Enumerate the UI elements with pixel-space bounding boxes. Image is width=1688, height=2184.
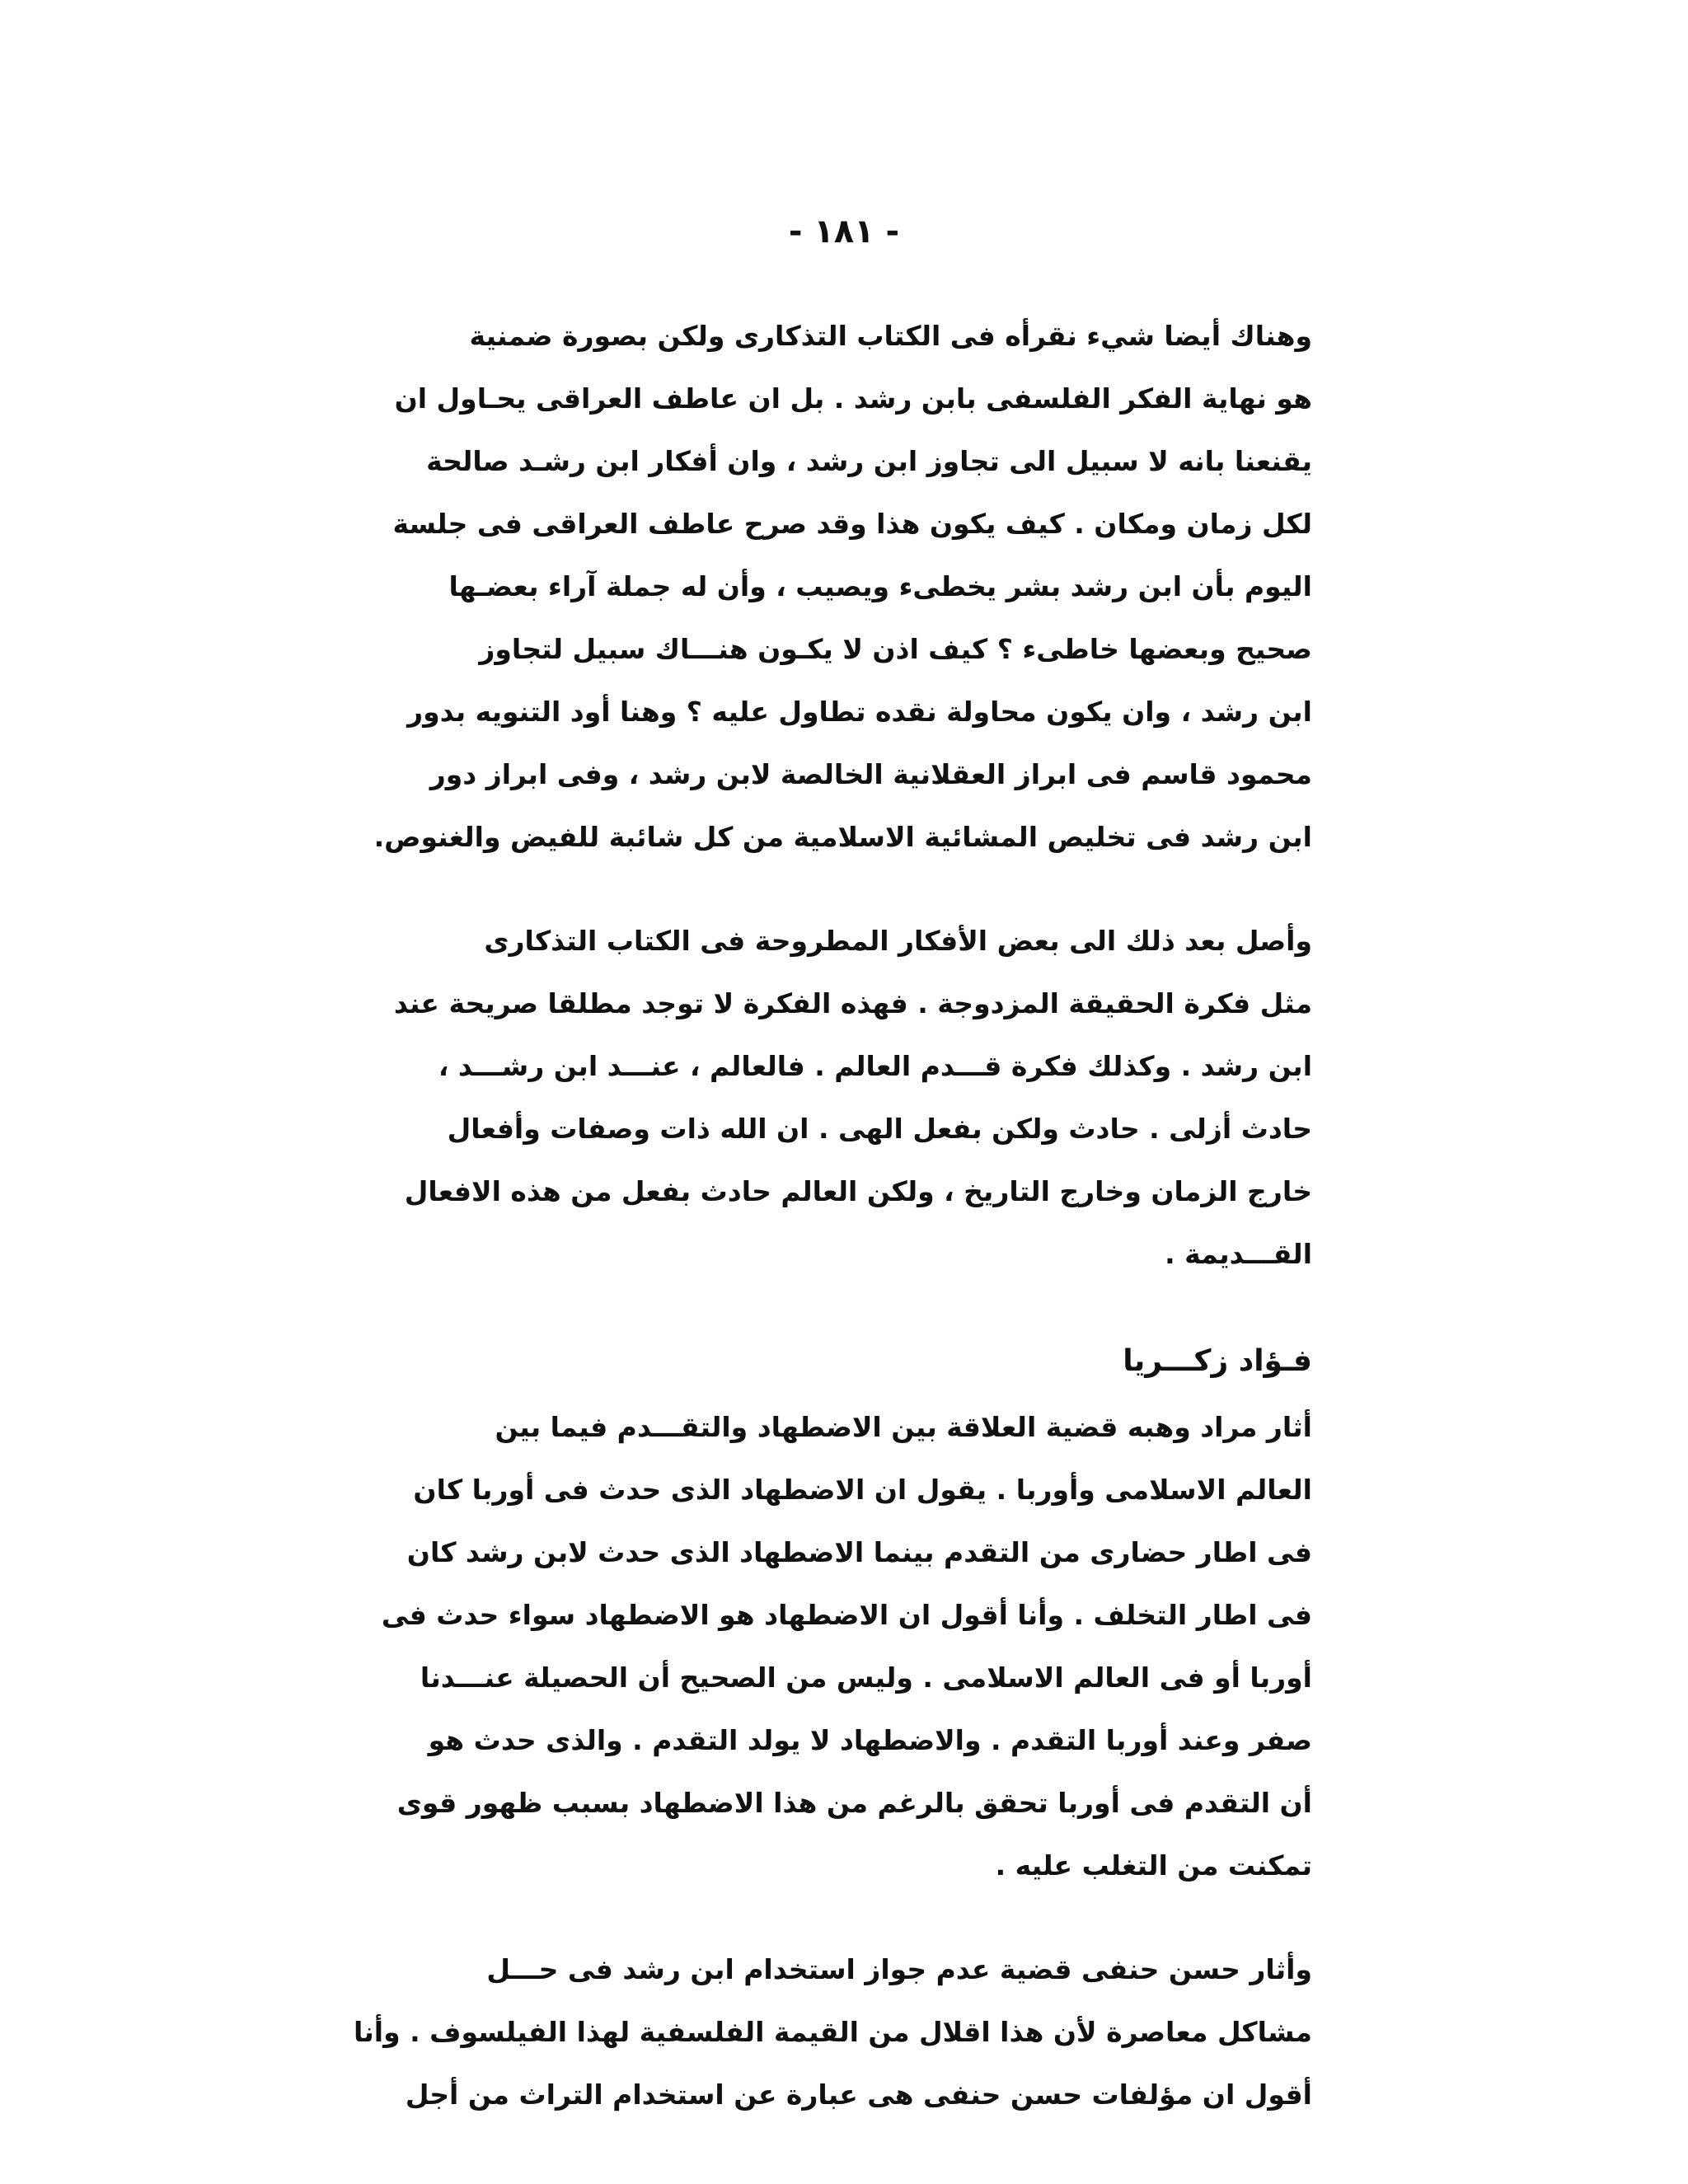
text-line: هو نهاية الفكر الفلسفى بابن رشد . بل ان عاطف العراقى يحـاول ان bbox=[394, 382, 1312, 415]
paragraph-ideas bbox=[303, 910, 1352, 1286]
text-line: العالم الاسلامى وأوربا . يقول ان الاضطهاد الذى حدث فى أوربا كان bbox=[413, 1474, 1312, 1506]
text-line: حادث أزلى . حادث ولكن بفعل الهى . ان الله ذات وصفات وأفعال bbox=[447, 1113, 1312, 1145]
text-line: تمكنت من التغلب عليه . bbox=[995, 1849, 1312, 1882]
text-line: محمود قاسم فى ابراز العقلانية الخالصة لابن رشد ، وفى ابراز دور bbox=[429, 758, 1312, 790]
paragraph-hanafi bbox=[303, 1938, 1352, 2126]
paragraph-persecution bbox=[303, 1396, 1352, 1897]
text-line: ابن رشد فى تخليص المشائية الاسلامية من كل شائبة للفيض والغنوص. bbox=[373, 821, 1312, 853]
text-line: يقنعنا بانه لا سبيل الى تجاوز ابن رشد ، وان أفكار ابن رشـد صالحة bbox=[426, 445, 1312, 477]
section-heading: فـؤاد زكـــريا bbox=[1123, 1344, 1312, 1378]
paragraph-spacer bbox=[303, 1897, 1352, 1938]
text-line: خارج الزمان وخارج التاريخ ، ولكن العالم حادث بفعل من هذه الافعال bbox=[404, 1175, 1312, 1207]
page-number: - ١٨١ - bbox=[788, 213, 900, 251]
paragraph-commemorative-book bbox=[303, 305, 1352, 869]
paragraph-spacer bbox=[303, 1286, 1352, 1327]
text-line: فى اطار حضارى من التقدم بينما الاضطهاد الذى حدث لابن رشد كان bbox=[406, 1536, 1312, 1568]
text-line: مثل فكرة الحقيقة المزدوجة . فهذه الفكرة لا توجد مطلقا صريحة عند bbox=[393, 987, 1312, 1019]
text-line: أقول ان مؤلفات حسن حنفى هى عبارة عن استخدام التراث من أجل bbox=[405, 2079, 1312, 2111]
text-line: ابن رشد . وكذلك فكرة قـــدم العالم . فالعالم ، عنـــد ابن رشـــد ، bbox=[438, 1050, 1312, 1082]
text-line: وأصل بعد ذلك الى بعض الأفكار المطروحة فى الكتاب التذكارى bbox=[484, 925, 1312, 957]
paragraph-spacer bbox=[303, 869, 1352, 910]
text-line: أثار مراد وهبه قضية العلاقة بين الاضطهاد والتقـــدم فيما بين bbox=[495, 1411, 1312, 1443]
text-line: صحيح وبعضها خاطىء ؟ كيف اذن لا يكـون هنـــاك سبيل لتجاوز bbox=[479, 633, 1312, 665]
text-line: القـــديمة . bbox=[1165, 1238, 1312, 1270]
text-line: وأثار حسن حنفى قضية عدم جواز استخدام ابن رشد فى حـــل bbox=[486, 1953, 1312, 1985]
text-line: ابن رشد ، وان يكون محاولة نقده تطاول عليه ؟ وهنا أود التنويه بدور bbox=[407, 696, 1312, 728]
text-line: مشاكل معاصرة لأن هذا اقلال من القيمة الفلسفية لهذا الفيلسوف . وأنا bbox=[354, 2016, 1312, 2048]
text-line: فى اطار التخلف . وأنا أقول ان الاضطهاد هو الاضطهاد سواء حدث فى bbox=[381, 1599, 1312, 1631]
text-line: لكل زمان ومكان . كيف يكون هذا وقد صرح عاطف العراقى فى جلسة bbox=[392, 508, 1312, 540]
text-line: أوربا أو فى العالم الاسلامى . وليس من الصحيح أن الحصيلة عنـــدنا bbox=[420, 1661, 1312, 1694]
text-line: وهناك أيضا شيء نقرأه فى الكتاب التذكارى ولكن بصورة ضمنية bbox=[469, 320, 1312, 352]
text-line: اليوم بأن ابن رشد بشر يخطىء ويصيب ، وأن له جملة آراء بعضـها bbox=[448, 570, 1312, 602]
page-body bbox=[303, 305, 1352, 2126]
text-line: أن التقدم فى أوربا تحقق بالرغم من هذا الاضطهاد بسبب ظهور قوى bbox=[396, 1787, 1312, 1819]
text-line: صفر وعند أوربا التقدم . والاضطهاد لا يولد التقدم . والذى حدث هو bbox=[428, 1724, 1312, 1756]
